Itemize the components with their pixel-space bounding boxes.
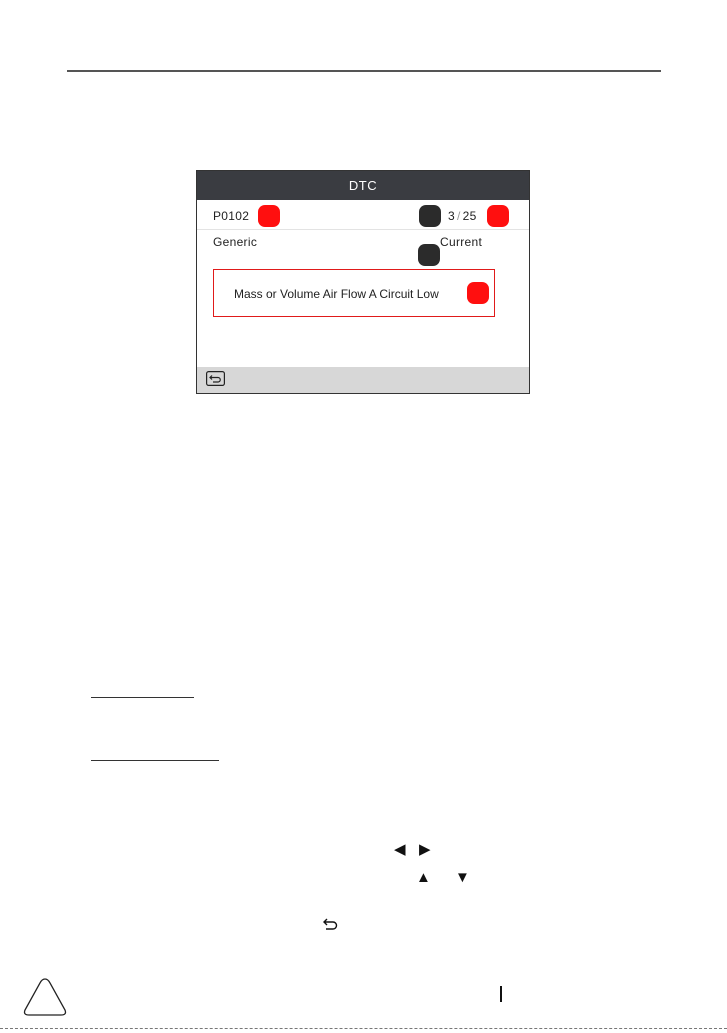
counter-current: 3 — [448, 209, 455, 223]
back-icon[interactable] — [206, 371, 225, 386]
dtc-counter — [448, 209, 477, 223]
callout-marker-red — [487, 205, 509, 227]
screen-footer — [197, 367, 529, 393]
back-icon — [320, 916, 340, 932]
right-arrow-icon: ▶ — [419, 841, 431, 858]
underline — [91, 760, 219, 761]
footer-separator — [500, 986, 502, 1002]
dtc-code: P0102 — [213, 209, 250, 223]
page-corner-triangle-icon — [22, 976, 68, 1018]
callout-marker-red — [258, 205, 280, 227]
screen-title: DTC — [197, 171, 529, 200]
top-rule — [67, 70, 661, 72]
underline — [91, 697, 194, 698]
divider — [197, 229, 529, 230]
up-arrow-icon: ▲ — [416, 869, 431, 886]
dtc-description: Mass or Volume Air Flow A Circuit Low — [234, 287, 439, 301]
device-screen — [196, 170, 530, 394]
left-arrow-icon: ◀ — [394, 841, 406, 858]
dtc-status: Current — [440, 235, 483, 249]
callout-marker-red — [467, 282, 489, 304]
dtc-type: Generic — [213, 235, 258, 249]
dtc-description-box — [213, 269, 495, 317]
down-arrow-icon: ▼ — [455, 869, 470, 886]
page-trim-line — [0, 1028, 727, 1029]
counter-total: 25 — [462, 209, 477, 223]
callout-marker-dark — [419, 205, 441, 227]
counter-separator: / — [456, 209, 461, 223]
callout-marker-dark — [418, 244, 440, 266]
